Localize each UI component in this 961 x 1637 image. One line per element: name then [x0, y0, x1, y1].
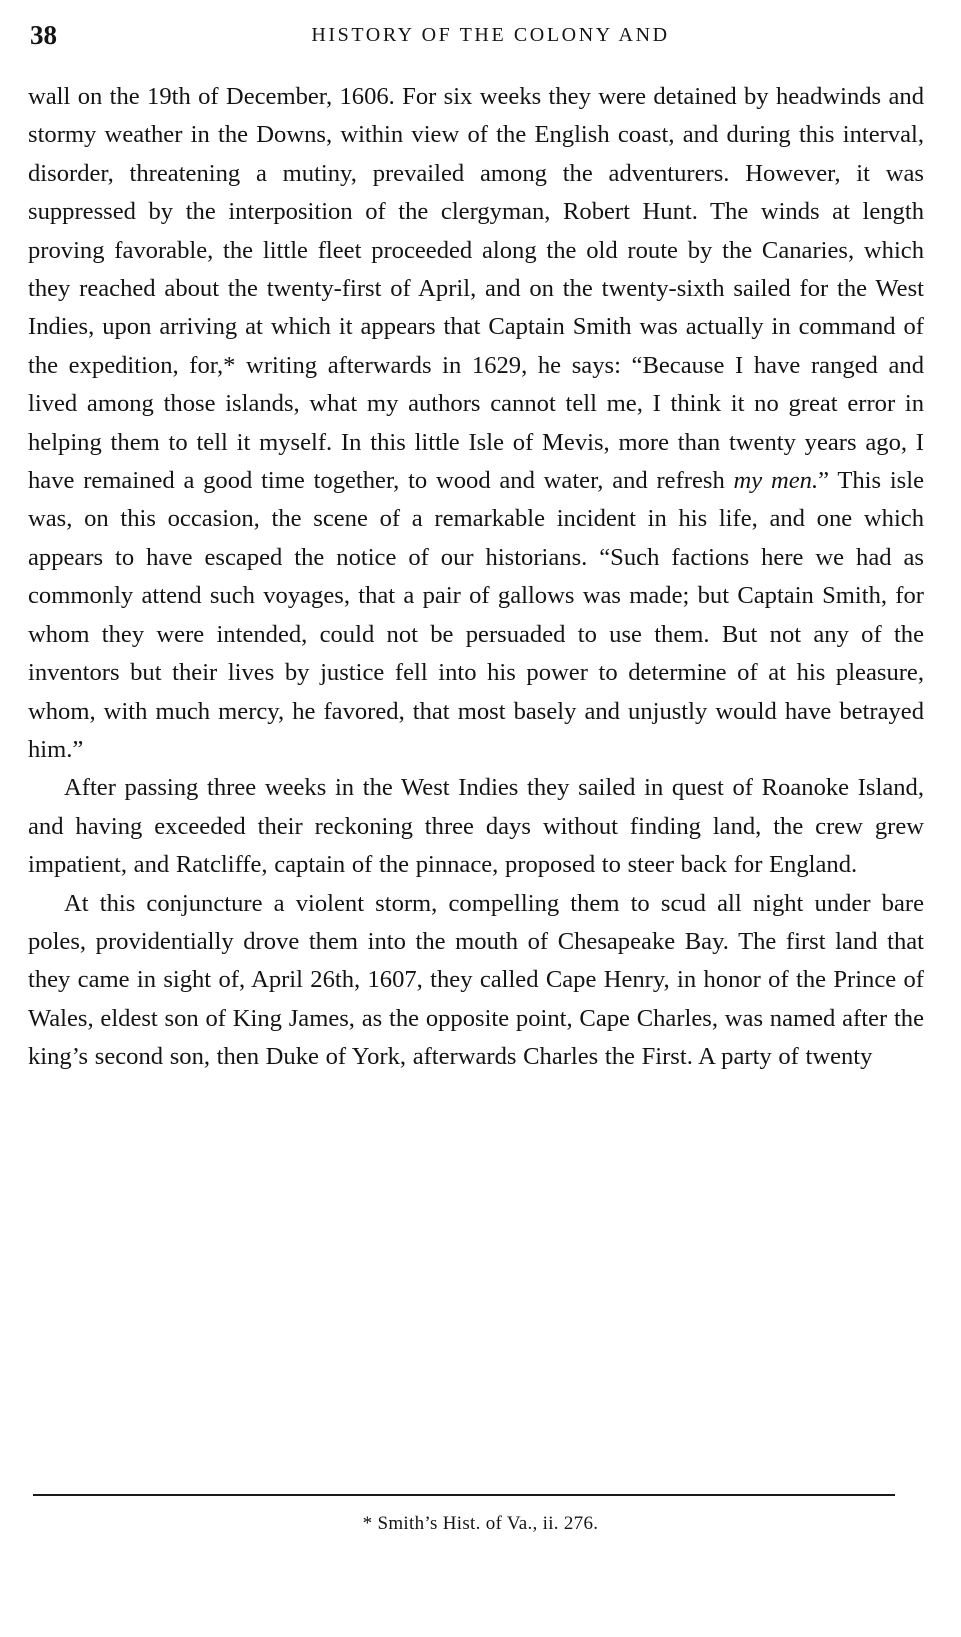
footnote-divider: [33, 1494, 895, 1496]
page-number: 38: [30, 20, 57, 50]
page-header: [0, 14, 961, 54]
paragraph-1-continued: ” This isle was, on this occasion, the scene of a remarkable incident in his life, and one which appears to have escaped the notice of our historians. “Such factions here we had as commonly attend such voyages, that a pair of gallows was made; but Captain Smith, for whom they were intended, could not be persuaded to use them. But not any of the inventors but their lives by justice fell into his power to determine of at his pleasure, whom, with much mercy, he favored, that most basely and unjustly would have betrayed him.”: [28, 467, 924, 763]
footnote: * Smith’s Hist. of Va., ii. 276.: [362, 1513, 599, 1534]
paragraph-2: After passing three weeks in the West Indies they sailed in quest of Roanoke Island, and having exceeded their reckoning three days without finding land, the crew grew impatient, and Ratcliffe, captain of the pinnace, proposed to steer back for England.: [28, 774, 924, 879]
running-head: HISTORY OF THE COLONY AND: [311, 24, 670, 46]
paragraph-1-text: wall on the 19th of December, 1606. For six weeks they were detained by headwinds and stormy weather in the Downs, within view of the English coast, and during this interval, disorder, threatening a mutiny, prevailed among the adventurers. However, it was suppressed by the interposition of the clergyman, Robert Hunt. The winds at length proving favorable, the little fleet proceeded along the old route by the Canaries, which they reached about the twenty-first of April, and on the twenty-sixth sailed for the West Indies, upon arriving at which it appears that Captain Smith was actually in command of the expedition, for,* writing afterwards in 1629, he says: “Because I have ranged and lived among those islands, what my authors cannot tell me, I think it no great error in helping them to tell it myself. In this little Isle of Mevis, more than twenty years ago, I have remained a good time together, to wood and water, and refresh: [28, 83, 924, 495]
page-body: [28, 78, 924, 1077]
paragraph-1: [28, 78, 924, 769]
paragraph-1-italic-phrase: my men.: [733, 467, 819, 495]
paragraph-3: At this conjuncture a violent storm, compelling them to scud all night under bare poles, providentially drove them into the mouth of Chesapeake Bay. The first land that they came in sight of, April 26th, 1607, they called Cape Henry, in honor of the Prince of Wales, eldest son of King James, as the opposite point, Cape Charles, was named after the king’s second son, then Duke of York, afterwards Charles the First. A party of twenty: [28, 889, 924, 1071]
